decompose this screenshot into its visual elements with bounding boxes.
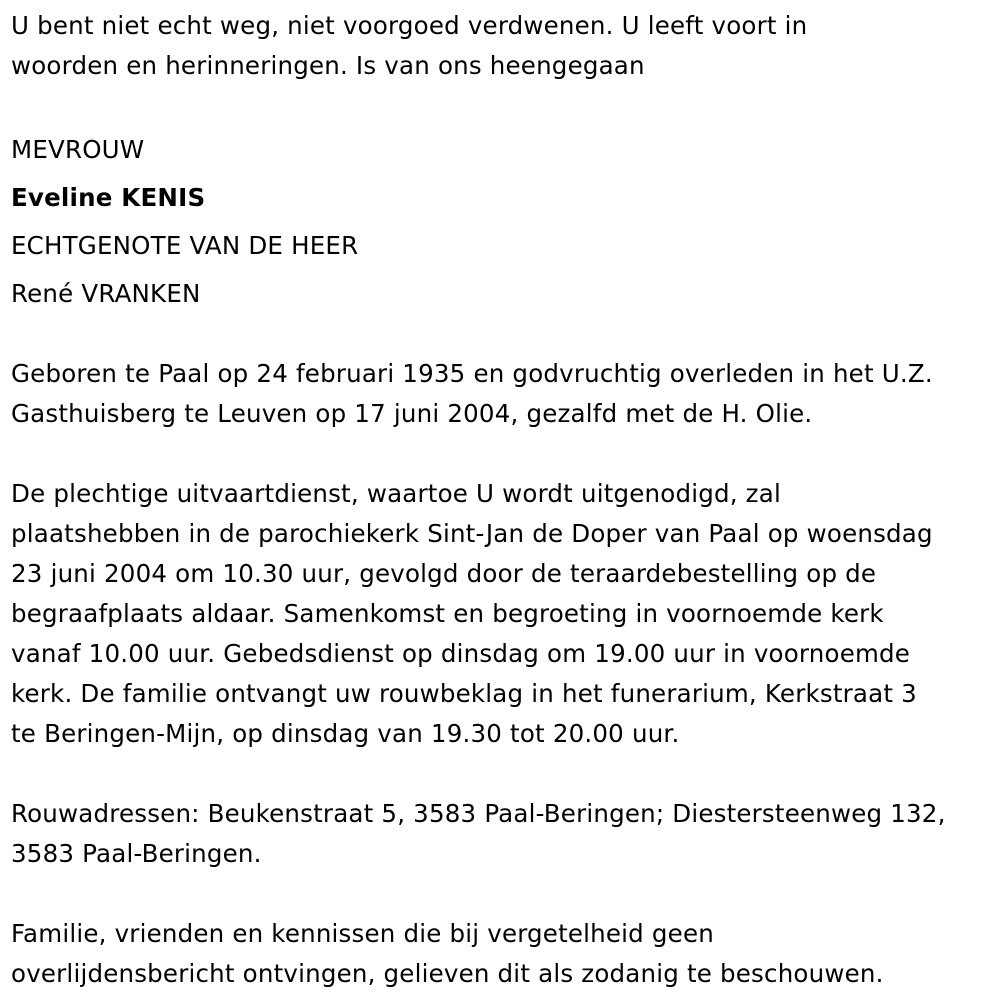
spacer xyxy=(11,318,996,354)
closing-paragraph xyxy=(11,914,996,994)
intro-paragraph xyxy=(11,6,996,86)
birth-death-line: Gasthuisberg te Leuven op 17 juni 2004, gezalfd met de H. Olie. xyxy=(11,399,813,428)
service-line: vanaf 10.00 uur. Gebedsdienst op dinsdag om 19.00 uur in voornoemde xyxy=(11,639,911,668)
spouse-name: René VRANKEN xyxy=(11,279,201,308)
addresses-paragraph xyxy=(11,794,996,874)
service-paragraph xyxy=(11,474,996,754)
service-line: kerk. De familie ontvangt uw rouwbeklag in het funerarium, Kerkstraat 3 xyxy=(11,679,917,708)
service-line: De plechtige uitvaartdienst, waartoe U wordt uitgenodigd, zal xyxy=(11,479,781,508)
addresses-line: Rouwadressen: Beukenstraat 5, 3583 Paal-Beringen; Diestersteenweg 132, xyxy=(11,799,946,828)
birth-death-paragraph xyxy=(11,354,996,434)
service-line: begraafplaats aldaar. Samenkomst en begroeting in voornoemde kerk xyxy=(11,599,884,628)
spacer xyxy=(11,434,996,474)
relation-label: ECHTGENOTE VAN DE HEER xyxy=(11,231,359,260)
deceased-name: Eveline KENIS xyxy=(11,183,206,212)
service-line: 23 juni 2004 om 10.30 uur, gevolgd door de teraardebestelling op de xyxy=(11,559,877,588)
service-line: plaatshebben in de parochiekerk Sint-Jan de Doper van Paal op woensdag xyxy=(11,519,933,548)
birth-death-line: Geboren te Paal op 24 februari 1935 en godvruchtig overleden in het U.Z. xyxy=(11,359,933,388)
closing-line: overlijdensbericht ontvingen, gelieven dit als zodanig te beschouwen. xyxy=(11,959,884,988)
service-line: te Beringen-Mijn, op dinsdag van 19.30 tot 20.00 uur. xyxy=(11,719,680,748)
addresses-line: 3583 Paal-Beringen. xyxy=(11,839,262,868)
spacer xyxy=(11,874,996,914)
intro-line: U bent niet echt weg, niet voorgoed verdwenen. U leeft voort in xyxy=(11,11,808,40)
obituary-document xyxy=(11,6,996,994)
closing-line: Familie, vrienden en kennissen die bij vergetelheid geen xyxy=(11,919,714,948)
spacer xyxy=(11,754,996,794)
deceased-block xyxy=(11,126,996,318)
intro-line: woorden en herinneringen. Is van ons heengegaan xyxy=(11,51,645,80)
honorific: MEVROUW xyxy=(11,135,145,164)
spacer xyxy=(11,86,996,126)
